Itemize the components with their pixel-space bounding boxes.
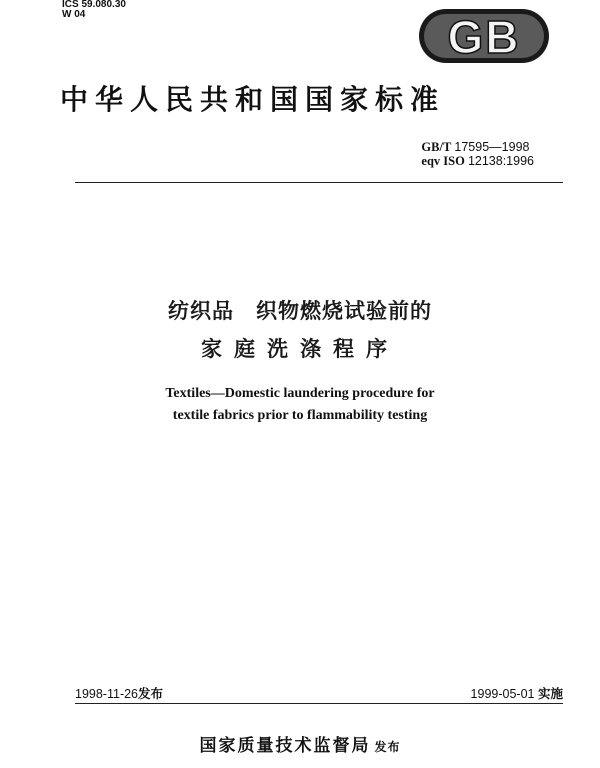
- equivalent-standard: [421, 154, 534, 168]
- standard-number: [421, 140, 534, 154]
- date-row: [75, 684, 563, 704]
- publisher-line: [0, 734, 600, 759]
- standard-number-value: 17595—1998: [454, 140, 530, 154]
- english-title-line-1: Textiles—Domestic laundering procedure for: [165, 386, 435, 401]
- publisher-suffix: 发布: [374, 740, 401, 754]
- header-divider: [75, 182, 563, 183]
- ccs-code: W 04: [62, 9, 86, 20]
- ics-code: ICS 59.080.30: [62, 0, 126, 10]
- standard-number-label: GB/T: [421, 140, 452, 154]
- issue-date: 1998-11-26: [75, 687, 139, 701]
- implementation-date: 1999-05-01: [470, 687, 535, 701]
- chinese-title-line-2: 家庭洗涤程序: [201, 337, 399, 361]
- publisher-name: 国家质量技术监督局: [199, 736, 371, 756]
- standard-category-title: 中华人民共和国国家标准: [60, 83, 446, 116]
- footer-divider: [75, 703, 563, 704]
- issue-date-block: [75, 684, 163, 702]
- gb-logo-text: GB: [447, 11, 521, 63]
- classification-codes: [62, 0, 126, 20]
- implementation-date-block: [471, 684, 563, 702]
- standard-number-block: [421, 140, 534, 168]
- gb-logo: [418, 8, 550, 64]
- implementation-label: 实施: [537, 686, 563, 701]
- issue-label: 发布: [138, 686, 164, 701]
- equivalent-number: 12138:1996: [467, 154, 534, 168]
- equivalent-label: eqv ISO: [421, 154, 465, 168]
- english-title-line-2: textile fabrics prior to flammability testing: [172, 408, 428, 423]
- chinese-title-line-1: 纺织品 织物燃烧试验前的: [168, 299, 432, 323]
